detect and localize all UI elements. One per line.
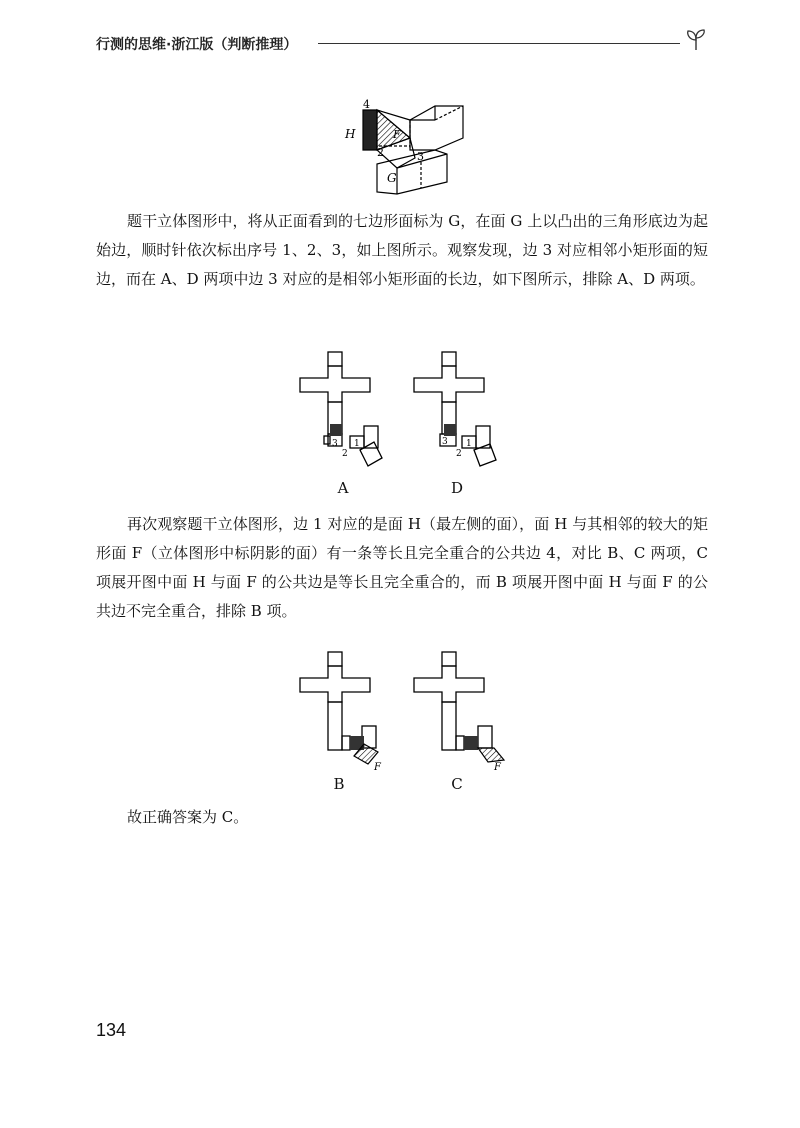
label-face-G: G (387, 171, 397, 185)
net-A-label-2: 2 (342, 449, 348, 459)
net-A-label-1: 1 (354, 439, 360, 449)
explanation-paragraph-1: 题干立体图形中，将从正面看到的七边形面标为 G，在面 G 上以凸出的三角形底边为起始边，顺时针依次标出序号 1、2、3，如上图所示。观察发现，边 3 对应相邻小矩形面的短边，而在 A、D 两项中边 3 对应的是相邻小矩形面的长边，如下图所示，排除 A、D 两项。 (96, 212, 708, 288)
net-A-label-3: 3 (332, 439, 338, 449)
label-face-H: H (345, 127, 356, 141)
label-edge-3: 3 (417, 150, 424, 163)
net-D-label-3: 3 (442, 437, 448, 447)
net-option-C (410, 650, 535, 772)
net-D-label-1: 1 (466, 439, 472, 449)
header-title: 行测的思维·浙江版（判断推理） (96, 37, 298, 53)
caption-A: A (337, 479, 349, 497)
label-edge-4: 4 (363, 98, 370, 111)
label-edge-2: 2 (377, 146, 384, 159)
label-face-F: F (393, 128, 401, 141)
sprout-icon (684, 28, 708, 52)
net-B-label-F: F (374, 762, 381, 772)
header-rule (318, 43, 680, 44)
net-option-B (296, 650, 421, 772)
cube-solid-figure (335, 98, 475, 202)
net-D-label-2: 2 (456, 449, 462, 459)
running-header (96, 28, 708, 58)
caption-C: C (451, 775, 463, 793)
explanation-paragraph-2: 再次观察题干立体图形，边 1 对应的是面 H（最左侧的面），面 H 与其相邻的较大的矩形面 F（立体图形中标阴影的面）有一条等长且完全重合的公共边 4，对比 B、C 两项，C 项展开图中面 H 与面 F 的公共边是等长且完全重合的，而 B 项展开图中面 H 与面 F 的公共边不完全重合，排除 B 项。 (96, 515, 708, 620)
net-option-A (296, 350, 421, 478)
answer-line: 故正确答案为 C。 (127, 808, 249, 826)
net-option-D (410, 350, 535, 478)
face-H-shaded (363, 110, 377, 150)
caption-B: B (333, 775, 345, 793)
net-C-label-F: F (494, 762, 501, 772)
page-number: 134 (96, 1020, 127, 1040)
caption-D: D (450, 479, 464, 497)
